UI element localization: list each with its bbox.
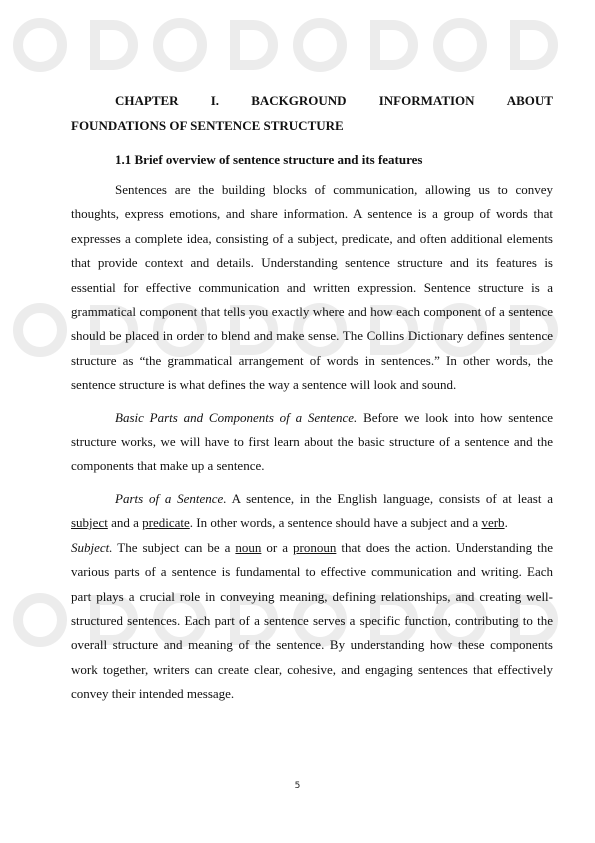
chapter-word: I. — [210, 93, 220, 108]
paragraph-subject-text: that does the action. Understanding the various parts of a sentence is fundamental to effective communication and writing. Each part plays a crucial role in conveying meaning, defining relationships, and creating well-structured sentences. Each part of a sentence serves a specific function, contributing to the overall structure and meaning of the sentence. By understanding how these components work together, writers can create clear, cohesive, and engaging sentences that effectively convey their intended message. — [71, 539, 553, 702]
pronoun-link[interactable]: pronoun — [293, 539, 337, 555]
predicate-link[interactable]: predicate — [142, 515, 190, 531]
paragraph-parts-text: A sentence, in the English language, consists of at least a — [226, 490, 553, 506]
subject-link[interactable]: subject — [71, 515, 108, 531]
paragraph-parts-text: . In other words, a sentence should have a subject and a — [189, 515, 482, 531]
paragraph-subject-text: The subject can be a — [112, 539, 236, 555]
paragraph-parts-text: and a — [107, 515, 143, 531]
paragraph-basic-parts-text: Before we look into how sentence structure works, we will have to first learn about the basic structure of a sentence and the components that make up a sentence. — [71, 409, 553, 474]
verb-link[interactable]: verb — [481, 515, 505, 531]
chapter-word: BACKGROUND — [251, 93, 347, 108]
chapter-title — [71, 88, 553, 138]
chapter-word: INFORMATION — [378, 93, 475, 108]
chapter-title-line-1 — [71, 88, 553, 113]
paragraph-subject — [71, 536, 553, 707]
document-page — [71, 88, 553, 707]
section-heading: 1.1 Brief overview of sentence structure and its features — [115, 152, 423, 167]
chapter-word: ABOUT — [506, 93, 553, 108]
page-number: 5 — [294, 781, 301, 791]
noun-link[interactable]: noun — [235, 539, 262, 555]
paragraph-parts-heading: Parts of a Sentence. — [115, 490, 227, 506]
paragraph-basic-parts-heading: Basic Parts and Components of a Sentence. — [115, 409, 358, 425]
paragraph-subject-heading: Subject. — [71, 539, 113, 555]
paragraph-parts-of-sentence — [71, 487, 553, 536]
chapter-word: CHAPTER — [115, 93, 179, 108]
paragraph-intro: Sentences are the building blocks of communication, allowing us to convey thoughts, express emotions, and share information. A sentence is a group of words that expresses a complete idea, consisting of a subject, predicate, and often additional elements that provide context and details. Understanding sentence structure and its features is essential for effective communication and written expression. Sentence structure is a grammatical component that tells you exactly where and how each component of a sentence should be placed in order to blend and make sense. The Collins Dictionary defines sentence structure as “the grammatical arrangement of words in sentences.” In other words, the sentence structure is what defines the way a sentence will look and sound. — [71, 182, 553, 393]
paragraph-subject-text: or a — [261, 539, 294, 555]
paragraph-parts-text: . — [504, 515, 508, 531]
paragraph-basic-parts — [71, 406, 553, 479]
chapter-title-line-2: FOUNDATIONS OF SENTENCE STRUCTURE — [71, 118, 344, 133]
